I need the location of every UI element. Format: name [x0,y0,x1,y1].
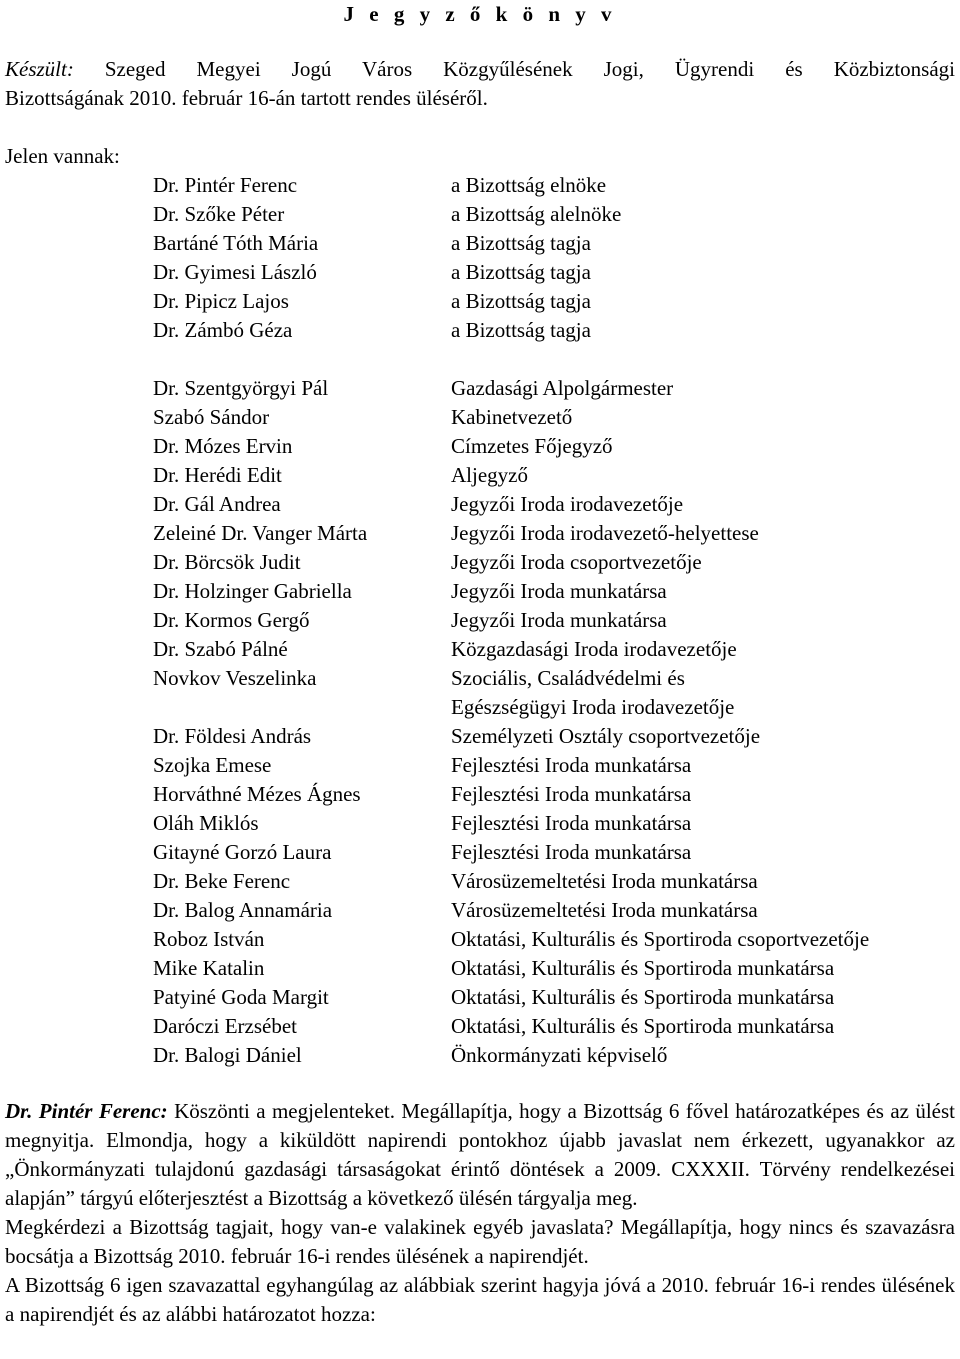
attendee-role: Jegyzői Iroda irodavezetője [451,492,684,516]
attendee-name: Dr. Mózes Ervin [153,434,293,458]
attendee-name: Dr. Beke Ferenc [153,869,291,893]
attendee-name [0,693,451,722]
attendee-row [0,316,960,345]
paragraph-3: A Bizottság 6 igen szavazattal egyhangúlag az alábbiak szerint hagyja jóvá a 2010. február 16-i rendes ülésének a napirendjét és az alábbi határozatot hozza: [5,1273,955,1326]
intro-label: Készült: [5,57,74,81]
intro-text-1: Szeged Megyei Jogú Város Közgyűlésének Jogi, Ügyrendi és Közbiztonsági [104,57,956,81]
attendee-row [0,519,960,548]
attendee-row [0,577,960,606]
attendee-name: Patyiné Goda Margit [153,985,329,1009]
attendee-row [0,490,960,519]
minutes-body [5,1097,955,1329]
attendee-name: Roboz István [153,927,265,951]
intro-line-1 [5,55,955,84]
attendee-role: Fejlesztési Iroda munkatársa [451,840,692,864]
attendee-row [0,200,960,229]
attendee-role: Jegyzői Iroda irodavezető-helyettese [451,521,759,545]
attendee-row [0,925,960,954]
attendee-name: Novkov Veszelinka [153,666,317,690]
present-label: Jelen vannak: [5,144,120,168]
attendee-role: Szociális, Családvédelmi és [451,666,685,690]
attendee-list [0,171,960,1070]
attendee-row [0,171,960,200]
attendee-row [0,403,960,432]
attendee-name: Oláh Miklós [153,811,259,835]
paragraph-1 [5,1097,955,1213]
attendee-name: Bartáné Tóth Mária [153,231,319,255]
attendee-name: Dr. Gyimesi László [153,260,317,284]
attendee-name: Szojka Emese [153,753,272,777]
attendee-row [0,809,960,838]
intro-line-2: Bizottságának 2010. február 16-án tartott rendes üléséről. [5,86,488,110]
attendee-row [0,722,960,751]
attendee-role: a Bizottság alelnöke [451,202,622,226]
attendee-row [0,258,960,287]
attendee-name: Dr. Szabó Pálné [153,637,288,661]
attendee-name: Dr. Kormos Gergő [153,608,310,632]
attendee-row [0,751,960,780]
attendee-role: Oktatási, Kulturális és Sportiroda munkatársa [451,1014,835,1038]
attendee-name: Dr. Földesi András [153,724,312,748]
attendee-row [0,693,960,722]
attendee-role: a Bizottság tagja [451,289,591,313]
attendee-name: Daróczi Erzsébet [153,1014,297,1038]
attendee-name: Szabó Sándor [153,405,270,429]
attendee-row [0,867,960,896]
attendee-name: Dr. Holzinger Gabriella [153,579,352,603]
attendee-row [0,780,960,809]
attendee-name: Mike Katalin [153,956,265,980]
attendee-role: Személyzeti Osztály csoportvezetője [451,724,761,748]
attendee-row [0,983,960,1012]
attendee-name: Zeleiné Dr. Vanger Márta [153,521,368,545]
other-attendees [0,374,960,1070]
attendee-row [0,1012,960,1041]
attendee-role: Jegyzői Iroda munkatársa [451,608,667,632]
attendee-role: a Bizottság elnöke [451,173,607,197]
attendee-name: Dr. Balog Annamária [153,898,333,922]
committee-members [0,171,960,345]
attendee-role: Városüzemeltetési Iroda munkatársa [451,898,758,922]
attendee-role: Egészségügyi Iroda irodavezetője [451,695,735,719]
attendee-role: Jegyzői Iroda csoportvezetője [451,550,702,574]
attendee-role: Fejlesztési Iroda munkatársa [451,811,692,835]
attendee-role: Jegyzői Iroda munkatársa [451,579,667,603]
attendee-role: a Bizottság tagja [451,260,591,284]
attendee-role: Kabinetvezető [451,405,573,429]
attendee-name: Horváthné Mézes Ágnes [153,782,361,806]
attendee-row [0,374,960,403]
paragraph-1-text: Köszönti a megjelenteket. Megállapítja, hogy a Bizottság 6 fővel határozatképes és az ülést megnyitja. Elmondja, hogy a kiküldött napirendi pontokhoz újabb javaslat nem érkezett, ugyanakkor az „Önkormányzati tulajdonú gazdasági társaságokat érintő döntések a 2009. CXXXII. Törvény rendelkezései alapján” tárgyú előterjesztést a Bizottság a következő ülésén tárgyalja meg. [5,1099,956,1210]
attendee-role: Aljegyző [451,463,528,487]
attendee-role: Gazdasági Alpolgármester [451,376,674,400]
attendee-name: Dr. Pintér Ferenc [153,173,298,197]
attendee-row [0,287,960,316]
attendee-name: Dr. Herédi Edit [153,463,282,487]
attendee-name: Dr. Gál Andrea [153,492,281,516]
attendee-role: Fejlesztési Iroda munkatársa [451,753,692,777]
attendee-name: Dr. Börcsök Judit [153,550,301,574]
attendee-row [0,432,960,461]
attendee-row [0,635,960,664]
attendee-row [0,548,960,577]
speaker-name: Dr. Pintér Ferenc: [5,1099,168,1123]
attendee-role: Városüzemeltetési Iroda munkatársa [451,869,758,893]
attendee-name: Dr. Pipicz Lajos [153,289,289,313]
attendee-role: Fejlesztési Iroda munkatársa [451,782,692,806]
attendee-name: Dr. Zámbó Géza [153,318,293,342]
attendee-role: Önkormányzati képviselő [451,1043,668,1067]
attendee-role: Oktatási, Kulturális és Sportiroda munkatársa [451,985,835,1009]
attendee-name: Dr. Szőke Péter [153,202,285,226]
attendee-name: Gitayné Gorzó Laura [153,840,332,864]
attendee-role: Oktatási, Kulturális és Sportiroda munkatársa [451,956,835,980]
attendee-row [0,838,960,867]
attendee-row [0,461,960,490]
attendee-row [0,896,960,925]
attendee-role: Címzetes Főjegyző [451,434,613,458]
attendee-role: Oktatási, Kulturális és Sportiroda csoportvezetője [451,927,870,951]
attendee-row [0,954,960,983]
intro-block [5,55,955,113]
attendee-role: a Bizottság tagja [451,231,591,255]
attendee-row [0,229,960,258]
attendee-role: Közgazdasági Iroda irodavezetője [451,637,737,661]
attendee-role: a Bizottság tagja [451,318,591,342]
attendee-row [0,1041,960,1070]
attendee-row [0,664,960,693]
document-title: J e g y z ő k ö n y v [343,2,617,26]
attendee-row [0,606,960,635]
group-gap [0,345,960,374]
paragraph-2: Megkérdezi a Bizottság tagjait, hogy van-e valakinek egyéb javaslata? Megállapítja, hogy nincs és szavazásra bocsátja a Bizottság 2010. február 16-i rendes ülésének a napirendjét. [5,1215,955,1268]
attendee-name: Dr. Szentgyörgyi Pál [153,376,329,400]
attendee-name: Dr. Balogi Dániel [153,1043,302,1067]
